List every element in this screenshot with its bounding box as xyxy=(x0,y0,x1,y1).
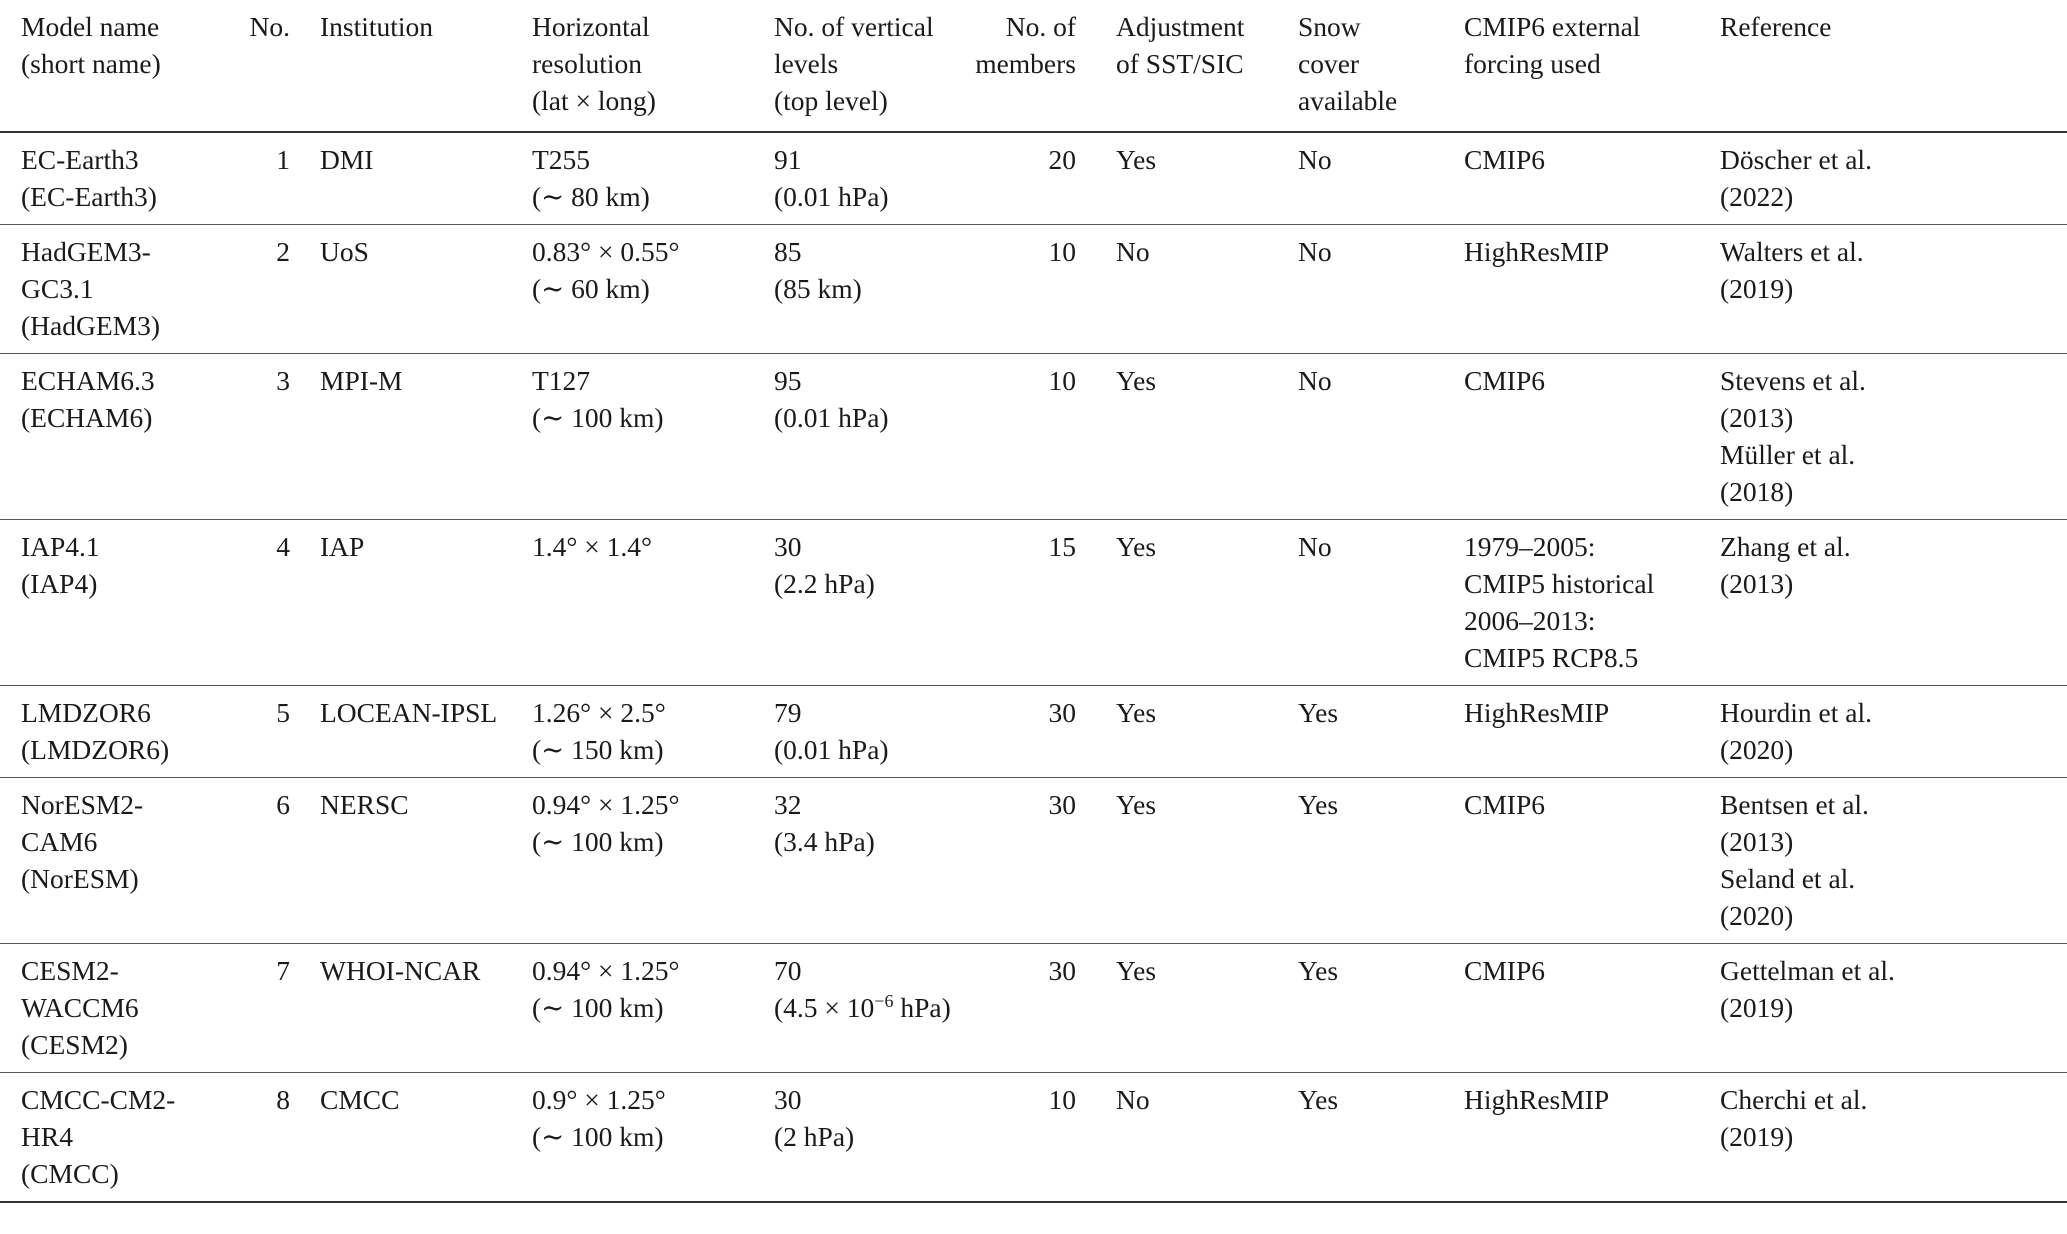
cell-levels: 95 (0.01 hPa) xyxy=(774,354,964,520)
cell-number: 7 xyxy=(218,944,290,1073)
table-row xyxy=(0,778,2067,944)
cell-levels: 30 (2.2 hPa) xyxy=(774,520,964,686)
cell-snow: Yes xyxy=(1252,778,1418,944)
table-row xyxy=(0,686,2067,778)
table-row xyxy=(0,944,2067,1073)
cell-number: 2 xyxy=(218,225,290,354)
header-horizontal-resolution: Horizontal resolution (lat × long) xyxy=(532,0,774,132)
table-row xyxy=(0,1073,2067,1203)
cell-institution: LOCEAN-IPSL xyxy=(290,686,532,778)
cell-model-name: NorESM2- CAM6 (NorESM) xyxy=(0,778,218,944)
cell-resolution: 0.94° × 1.25° (∼ 100 km) xyxy=(532,778,774,944)
cell-number: 6 xyxy=(218,778,290,944)
table-row xyxy=(0,225,2067,354)
cell-forcing: CMIP6 xyxy=(1418,778,1693,944)
header-reference: Reference xyxy=(1693,0,2067,132)
header-model-name: Model name (short name) xyxy=(0,0,218,132)
cell-reference: Döscher et al. (2022) xyxy=(1693,132,2067,225)
cell-members: 20 xyxy=(964,132,1076,225)
cell-model-name: HadGEM3- GC3.1 (HadGEM3) xyxy=(0,225,218,354)
table-row xyxy=(0,132,2067,225)
cell-forcing: HighResMIP xyxy=(1418,686,1693,778)
cell-institution: IAP xyxy=(290,520,532,686)
cell-members: 10 xyxy=(964,225,1076,354)
cell-reference: Stevens et al. (2013) Müller et al. (2018) xyxy=(1693,354,2067,520)
cell-institution: MPI-M xyxy=(290,354,532,520)
cell-forcing: 1979–2005: CMIP5 historical 2006–2013: CMIP5 RCP8.5 xyxy=(1418,520,1693,686)
cell-members: 10 xyxy=(964,1073,1076,1203)
cell-model-name: EC-Earth3 (EC-Earth3) xyxy=(0,132,218,225)
cell-adjustment: No xyxy=(1076,225,1252,354)
header-vertical-levels: No. of vertical levels (top level) xyxy=(774,0,964,132)
cell-levels: 85 (85 km) xyxy=(774,225,964,354)
header-forcing: CMIP6 external forcing used xyxy=(1418,0,1693,132)
cell-forcing: CMIP6 xyxy=(1418,132,1693,225)
cell-resolution: 0.83° × 0.55° (∼ 60 km) xyxy=(532,225,774,354)
cell-forcing: HighResMIP xyxy=(1418,1073,1693,1203)
header-row xyxy=(0,0,2067,132)
cell-number: 5 xyxy=(218,686,290,778)
cell-resolution: 0.94° × 1.25° (∼ 100 km) xyxy=(532,944,774,1073)
cell-resolution: 1.4° × 1.4° xyxy=(532,520,774,686)
cell-reference: Gettelman et al. (2019) xyxy=(1693,944,2067,1073)
cell-forcing: CMIP6 xyxy=(1418,354,1693,520)
cell-adjustment: Yes xyxy=(1076,944,1252,1073)
cell-institution: NERSC xyxy=(290,778,532,944)
cell-snow: No xyxy=(1252,132,1418,225)
table-row xyxy=(0,520,2067,686)
cell-adjustment: Yes xyxy=(1076,132,1252,225)
cell-resolution: T127 (∼ 100 km) xyxy=(532,354,774,520)
cell-adjustment: Yes xyxy=(1076,520,1252,686)
cell-reference: Walters et al. (2019) xyxy=(1693,225,2067,354)
cell-model-name: ECHAM6.3 (ECHAM6) xyxy=(0,354,218,520)
cell-snow: No xyxy=(1252,520,1418,686)
cell-reference: Zhang et al. (2013) xyxy=(1693,520,2067,686)
header-snow-cover: Snow cover available xyxy=(1252,0,1418,132)
header-adjustment: Adjustment of SST/SIC xyxy=(1076,0,1252,132)
cell-model-name: CESM2- WACCM6 (CESM2) xyxy=(0,944,218,1073)
cell-resolution: 1.26° × 2.5° (∼ 150 km) xyxy=(532,686,774,778)
cell-model-name: LMDZOR6 (LMDZOR6) xyxy=(0,686,218,778)
cell-snow: No xyxy=(1252,225,1418,354)
cell-members: 30 xyxy=(964,944,1076,1073)
cell-forcing: HighResMIP xyxy=(1418,225,1693,354)
cell-number: 1 xyxy=(218,132,290,225)
cell-resolution: 0.9° × 1.25° (∼ 100 km) xyxy=(532,1073,774,1203)
cell-resolution: T255 (∼ 80 km) xyxy=(532,132,774,225)
cell-institution: WHOI-NCAR xyxy=(290,944,532,1073)
cell-number: 4 xyxy=(218,520,290,686)
cell-members: 30 xyxy=(964,778,1076,944)
cell-snow: Yes xyxy=(1252,944,1418,1073)
cell-institution: CMCC xyxy=(290,1073,532,1203)
cell-forcing: CMIP6 xyxy=(1418,944,1693,1073)
cell-institution: DMI xyxy=(290,132,532,225)
cell-adjustment: Yes xyxy=(1076,354,1252,520)
header-members: No. of members xyxy=(964,0,1076,132)
cell-adjustment: Yes xyxy=(1076,686,1252,778)
cell-levels: 70 ($4.5 \times 10^{-6}$ hPa) xyxy=(774,944,964,1073)
cell-levels: 91 (0.01 hPa) xyxy=(774,132,964,225)
cell-members: 10 xyxy=(964,354,1076,520)
cell-reference: Cherchi et al. (2019) xyxy=(1693,1073,2067,1203)
cell-snow: No xyxy=(1252,354,1418,520)
header-number: No. xyxy=(218,0,290,132)
cell-levels: 30 (2 hPa) xyxy=(774,1073,964,1203)
cell-model-name: CMCC-CM2- HR4 (CMCC) xyxy=(0,1073,218,1203)
cell-number: 8 xyxy=(218,1073,290,1203)
cell-adjustment: No xyxy=(1076,1073,1252,1203)
cell-model-name: IAP4.1 (IAP4) xyxy=(0,520,218,686)
cell-levels: 32 (3.4 hPa) xyxy=(774,778,964,944)
cell-reference: Hourdin et al. (2020) xyxy=(1693,686,2067,778)
cell-levels: 79 (0.01 hPa) xyxy=(774,686,964,778)
cell-members: 30 xyxy=(964,686,1076,778)
cell-reference: Bentsen et al. (2013) Seland et al. (2020) xyxy=(1693,778,2067,944)
cell-number: 3 xyxy=(218,354,290,520)
header-institution: Institution xyxy=(290,0,532,132)
cell-snow: Yes xyxy=(1252,1073,1418,1203)
cell-adjustment: Yes xyxy=(1076,778,1252,944)
cell-institution: UoS xyxy=(290,225,532,354)
table-row xyxy=(0,354,2067,520)
cell-members: 15 xyxy=(964,520,1076,686)
cell-snow: Yes xyxy=(1252,686,1418,778)
